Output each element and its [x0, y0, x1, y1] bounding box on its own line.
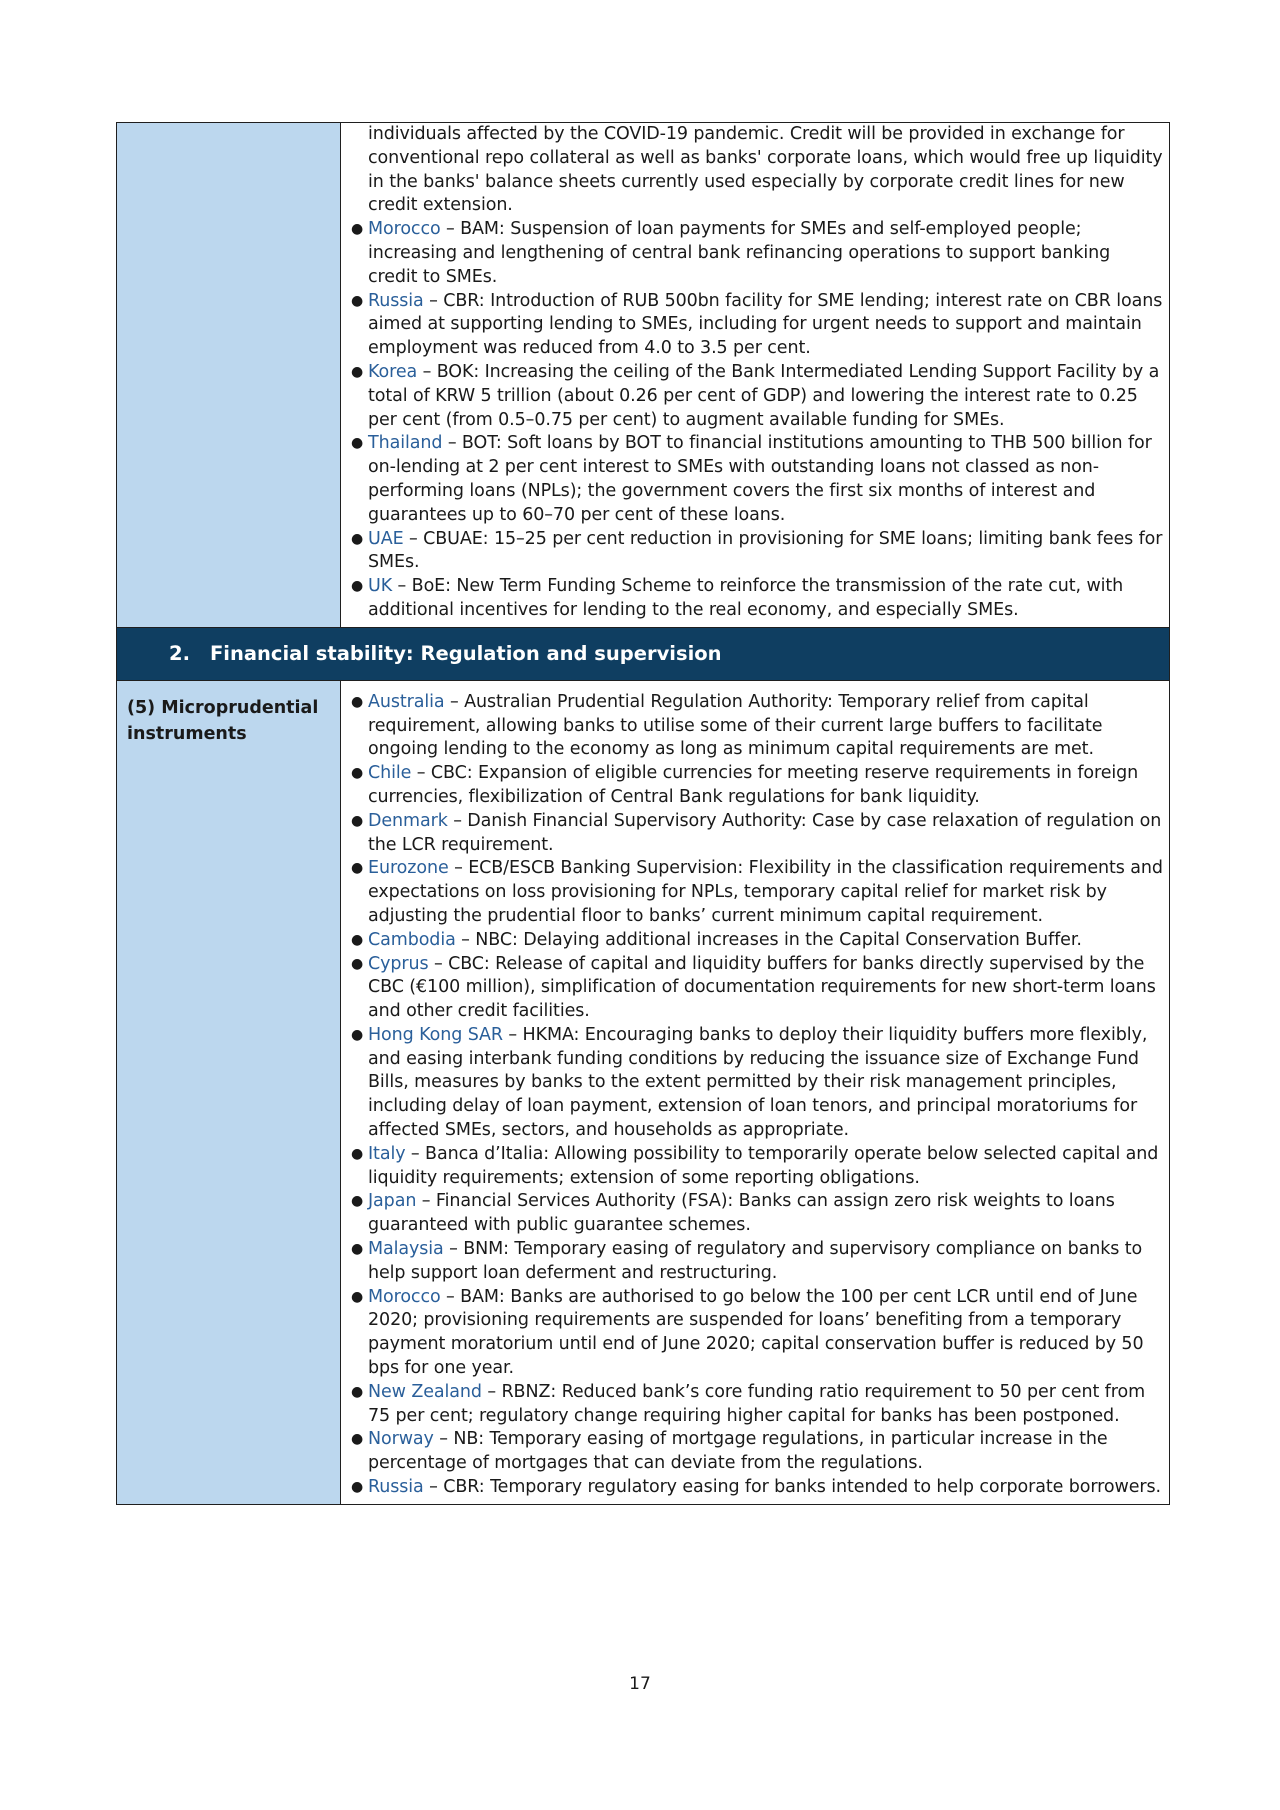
table-row-sme-lending — [117, 123, 1169, 627]
row-content — [341, 123, 1169, 627]
country-name: Australia — [368, 691, 445, 712]
measure-text: – BAM: Suspension of loan payments for SMEs and self-employed people; increasing and lengthening of central bank refinancing operations to support banking credit to SMEs. — [368, 219, 1111, 287]
measures-table — [116, 122, 1170, 1505]
bullet-icon: ● — [351, 1431, 364, 1448]
country-name: Japan — [368, 1191, 417, 1212]
list-item — [351, 691, 1163, 762]
bullet-icon: ● — [351, 693, 364, 710]
bullet-icon: ● — [351, 435, 364, 452]
bullet-icon: ● — [351, 530, 364, 547]
measure-text: – CBC: Release of capital and liquidity buffers for banks directly supervised by the CBC (€100 million), simplification of documentation requirements for new short-term loans and other credit facilities. — [368, 953, 1156, 1022]
table-row-microprudential — [117, 680, 1169, 1504]
bullet-icon: ● — [351, 931, 364, 948]
section-header-row — [117, 627, 1169, 680]
country-name: Cambodia — [368, 929, 456, 950]
measure-text: – BoE: New Term Funding Scheme to reinforce the transmission of the rate cut, with additional incentives for lending to the real economy, and especially SMEs. — [368, 576, 1124, 620]
section-title: Financial stability: Regulation and supervision — [209, 642, 722, 666]
measure-text: – NB: Temporary easing of mortgage regulations, in particular increase in the percentage of mortgages that can deviate from the regulations. — [368, 1429, 1108, 1474]
country-name: UAE — [368, 528, 404, 549]
list-item — [351, 218, 1163, 289]
list-item — [351, 857, 1163, 928]
measure-text: – Danish Financial Supervisory Authority: Case by case relaxation of regulation on the LCR requirement. — [368, 810, 1162, 855]
measure-text: – Australian Prudential Regulation Authority: Temporary relief from capital requirement, allowing banks to utilise some of their current large buffers to facilitate ongoing lending to the economy as long as minimum capital requirements are met. — [368, 691, 1103, 760]
country-name: Cyprus — [368, 953, 429, 974]
measure-text: – BOT: Soft loans by BOT to financial institutions amounting to THB 500 billion for on-lending at 2 per cent interest to SMEs with outstanding loans not classed as non-performing loans (NPLs); the government covers the first six months of interest and guarantees up to 60–70 per cent of these loans. — [368, 433, 1152, 525]
bullet-icon: ● — [351, 1288, 364, 1305]
bullet-icon: ● — [351, 1026, 364, 1043]
row-label-microprudential: (5) Microprudential instruments — [117, 681, 341, 1504]
bullet-icon: ● — [351, 860, 364, 877]
measure-text: – Financial Services Authority (FSA): Banks can assign zero risk weights to loans guaranteed with public guarantee schemes. — [368, 1191, 1115, 1236]
list-item — [351, 762, 1163, 810]
list-item — [351, 528, 1163, 576]
section-number: 2. — [169, 642, 190, 666]
list-item — [351, 361, 1163, 432]
list-item — [351, 1238, 1163, 1286]
country-name: Chile — [368, 763, 412, 784]
list-item — [351, 432, 1163, 527]
list-item — [351, 290, 1163, 361]
list-item — [351, 1381, 1163, 1429]
country-name: Morocco — [368, 219, 441, 240]
list-item — [351, 1190, 1163, 1238]
section-header — [117, 628, 1169, 680]
bullet-icon: ● — [351, 1241, 364, 1258]
measure-text: – BAM: Banks are authorised to go below the 100 per cent LCR until end of June 2020; provisioning requirements are suspended for loans’ benefiting from a temporary payment moratorium until end of June 2020; capital conservation buffer is reduced by 50 bps for one year. — [368, 1286, 1144, 1379]
measure-text: – CBR: Introduction of RUB 500bn facility for SME lending; interest rate on CBR loans aimed at supporting lending to SMEs, including for urgent needs to support and maintain employment was reduced from 4.0 to 3.5 per cent. — [368, 290, 1163, 359]
measure-text: – Banca d’Italia: Allowing possibility to temporarily operate below selected capital and liquidity requirements; extension of some reporting obligations. — [368, 1143, 1159, 1188]
country-name: Denmark — [368, 810, 448, 831]
country-name: Norway — [368, 1429, 434, 1450]
measure-text: – NBC: Delaying additional increases in the Capital Conservation Buffer. — [455, 929, 1082, 950]
bullet-icon: ● — [351, 1479, 364, 1496]
measure-text: – CBR: Temporary regulatory easing for banks intended to help corporate borrowers. — [423, 1477, 1161, 1498]
country-name: UK — [368, 576, 393, 597]
country-name: Malaysia — [368, 1239, 444, 1260]
list-item — [351, 1024, 1163, 1143]
bullet-icon: ● — [351, 292, 364, 309]
country-name: Korea — [368, 361, 418, 382]
measure-text: – ECB/ESCB Banking Supervision: Flexibility in the classification requirements and expectations on loss provisioning for NPLs, temporary capital relief for market risk by adjusting the prudential floor to banks’ current minimum capital requirement. — [368, 858, 1163, 926]
country-name: Morocco — [368, 1286, 441, 1307]
measure-text: – CBC: Expansion of eligible currencies for meeting reserve requirements in foreign currencies, flexibilization of Central Bank regulations for bank liquidity. — [368, 763, 1139, 807]
list-item — [351, 953, 1163, 1024]
bullet-icon: ● — [351, 1193, 364, 1210]
list-item — [351, 1286, 1163, 1381]
bullet-icon: ● — [351, 812, 364, 829]
country-name: Thailand — [368, 433, 443, 454]
measure-text: – HKMA: Encouraging banks to deploy their liquidity buffers more flexibly, and easing interbank funding conditions by reducing the issuance size of Exchange Fund Bills, measures by banks to the extent permitted by their risk management principles, including delay of loan payment, extension of loan tenors, and principal moratoriums for affected SMEs, sectors, and households as appropriate. — [368, 1024, 1148, 1141]
country-name: Russia — [368, 290, 424, 311]
bullet-icon: ● — [351, 578, 364, 595]
measure-text: – CBUAE: 15–25 per cent reduction in provisioning for SME loans; limiting bank fees for SMEs. — [368, 528, 1163, 573]
list-item — [351, 1428, 1163, 1476]
country-name: Italy — [368, 1143, 406, 1164]
country-name: New Zealand — [368, 1381, 482, 1402]
bullet-list — [351, 691, 1163, 1500]
measure-text: – BNM: Temporary easing of regulatory and supervisory compliance on banks to help support loan deferment and restructuring. — [368, 1239, 1143, 1283]
page-number: 17 — [629, 1674, 651, 1694]
bullet-icon: ● — [351, 1145, 364, 1162]
list-item — [351, 929, 1163, 953]
list-item — [351, 1476, 1163, 1500]
country-name: Hong Kong SAR — [368, 1024, 503, 1045]
continuation-text: individuals affected by the COVID-19 pandemic. Credit will be provided in exchange for conventional repo collateral as well as banks' corporate loans, which would free up liquidity in the banks' balance sheets currently used especially by corporate credit lines for new credit extension. — [368, 124, 1163, 216]
bullet-icon: ● — [351, 221, 364, 238]
measure-text: – RBNZ: Reduced bank’s core funding ratio requirement to 50 per cent from 75 per cent; regulatory change requiring higher capital for banks has been postponed. — [368, 1381, 1146, 1426]
country-name: Russia — [368, 1477, 424, 1498]
bullet-list — [351, 123, 1163, 623]
bullet-icon: ● — [351, 955, 364, 972]
measure-text: – BOK: Increasing the ceiling of the Bank Intermediated Lending Support Facility by a total of KRW 5 trillion (about 0.26 per cent of GDP) and lowering the interest rate to 0.25 per cent (from 0.5–0.75 per cent) to augment available funding for SMEs. — [368, 361, 1160, 430]
bullet-icon: ● — [351, 363, 364, 380]
row-content — [341, 681, 1169, 1504]
country-name: Eurozone — [368, 858, 449, 879]
bullet-icon: ● — [351, 1383, 364, 1400]
list-item — [351, 810, 1163, 858]
list-item — [351, 575, 1163, 623]
row-label-empty — [117, 123, 341, 627]
list-item — [351, 1143, 1163, 1191]
bullet-icon: ● — [351, 765, 364, 782]
